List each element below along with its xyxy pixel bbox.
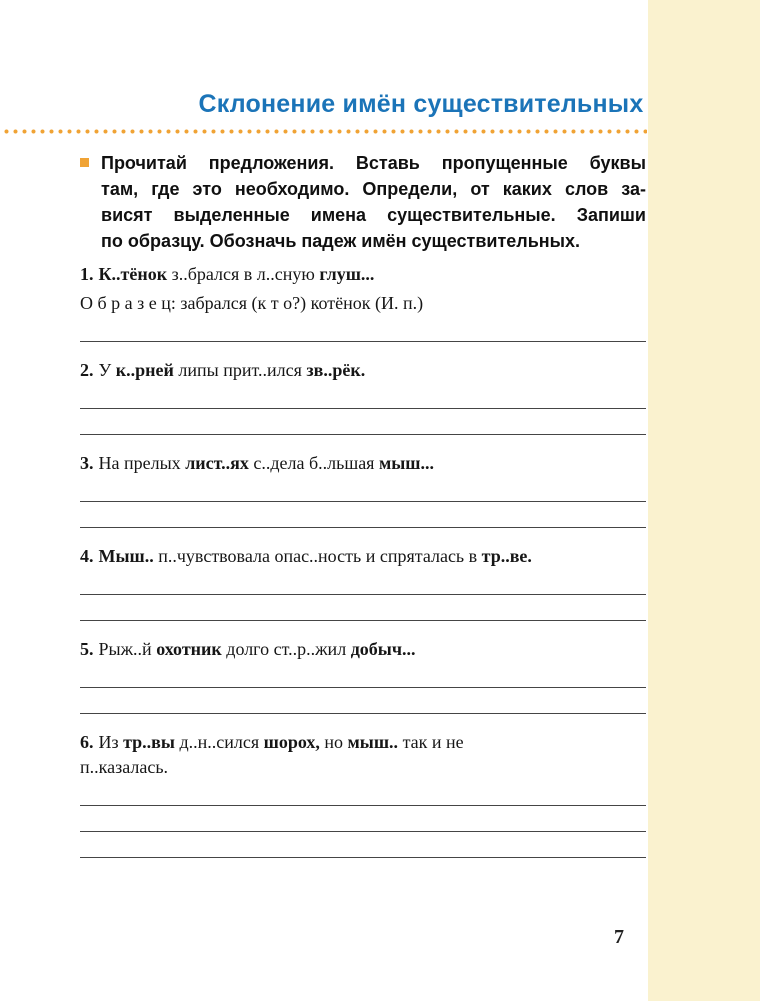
- exercise-sentence: [80, 358, 646, 383]
- instruction-line: Прочитай предложения. Вставь пропущенные буквы: [101, 153, 646, 173]
- sentence-text: п..чувствовала опас..ность и спряталась в: [153, 546, 482, 566]
- exercise-number: 1.: [80, 264, 94, 284]
- highlighted-word: мыш..: [347, 732, 399, 752]
- sentence-text: липы прит..ился: [173, 360, 307, 380]
- sentence-text: Из: [98, 732, 124, 752]
- writing-line: [80, 502, 646, 528]
- highlighted-word: шорох,: [263, 732, 320, 752]
- example-line: О б р а з е ц: забрался (к т о?) котёнок (И. п.): [80, 293, 424, 313]
- highlighted-word: тр..вы: [123, 732, 175, 752]
- exercise-sentence: [80, 637, 646, 662]
- sentence-text: п..казалась.: [80, 757, 169, 777]
- instruction-lines: [101, 150, 646, 254]
- exercise-number: 2.: [80, 360, 94, 380]
- dotted-separator: [4, 129, 647, 134]
- writing-line: [80, 806, 646, 832]
- sentence-text: У: [98, 360, 116, 380]
- exercise-number: 4.: [80, 546, 94, 566]
- instruction-line: там, где это необходимо. Определи, от каких слов за-: [101, 179, 646, 199]
- page-number: 7: [614, 926, 624, 948]
- writing-line: [80, 383, 646, 409]
- exercise-block: [80, 262, 646, 342]
- page-edge-strip: [648, 0, 760, 1001]
- highlighted-word: лист..ях: [185, 453, 249, 473]
- sentence-text: Рыж..й: [98, 639, 157, 659]
- exercise-block: [80, 451, 646, 528]
- highlighted-word: зв..рёк.: [306, 360, 366, 380]
- exercise-block: [80, 730, 646, 858]
- highlighted-word: тр..ве.: [481, 546, 532, 566]
- writing-line: [80, 476, 646, 502]
- sentence-text: з..брался в л..сную: [167, 264, 320, 284]
- exercise-sentence: [80, 544, 646, 569]
- instruction-line: висят выделенные имена существительные. Запиши: [101, 205, 646, 225]
- highlighted-word: добыч...: [350, 639, 416, 659]
- sentence-text: с..дела б..льшая: [248, 453, 379, 473]
- sentence-text: На прелых: [98, 453, 186, 473]
- exercise-block: [80, 358, 646, 435]
- exercise-number: 3.: [80, 453, 94, 473]
- instruction-block: [80, 150, 646, 254]
- highlighted-word: К..тёнок: [98, 264, 168, 284]
- exercise-list: [80, 262, 646, 858]
- bullet-square-icon: [80, 158, 89, 167]
- writing-line: [80, 662, 646, 688]
- writing-line: [80, 780, 646, 806]
- highlighted-word: мыш...: [378, 453, 434, 473]
- writing-line: [80, 595, 646, 621]
- instruction-line: по образцу. Обозначь падеж имён существительных.: [101, 231, 581, 251]
- sentence-text: так и не: [398, 732, 464, 752]
- sentence-text: д..н..сился: [174, 732, 264, 752]
- writing-line: [80, 832, 646, 858]
- exercise-number: 5.: [80, 639, 94, 659]
- highlighted-word: глуш...: [319, 264, 375, 284]
- exercise-sentence: [80, 451, 646, 476]
- writing-line: [80, 409, 646, 435]
- exercise-sentence: [80, 730, 646, 780]
- sentence-text: но: [319, 732, 348, 752]
- writing-line: [80, 688, 646, 714]
- writing-line: [80, 569, 646, 595]
- exercise-sentence: [80, 262, 646, 287]
- page-title: Склонение имён существительных: [198, 90, 644, 118]
- highlighted-word: Мыш..: [98, 546, 154, 566]
- writing-line: [80, 316, 646, 342]
- exercise-block: [80, 637, 646, 714]
- highlighted-word: к..рней: [115, 360, 174, 380]
- exercise-number: 6.: [80, 732, 94, 752]
- highlighted-word: охотник: [156, 639, 222, 659]
- exercise-block: [80, 544, 646, 621]
- sentence-text: долго ст..р..жил: [221, 639, 351, 659]
